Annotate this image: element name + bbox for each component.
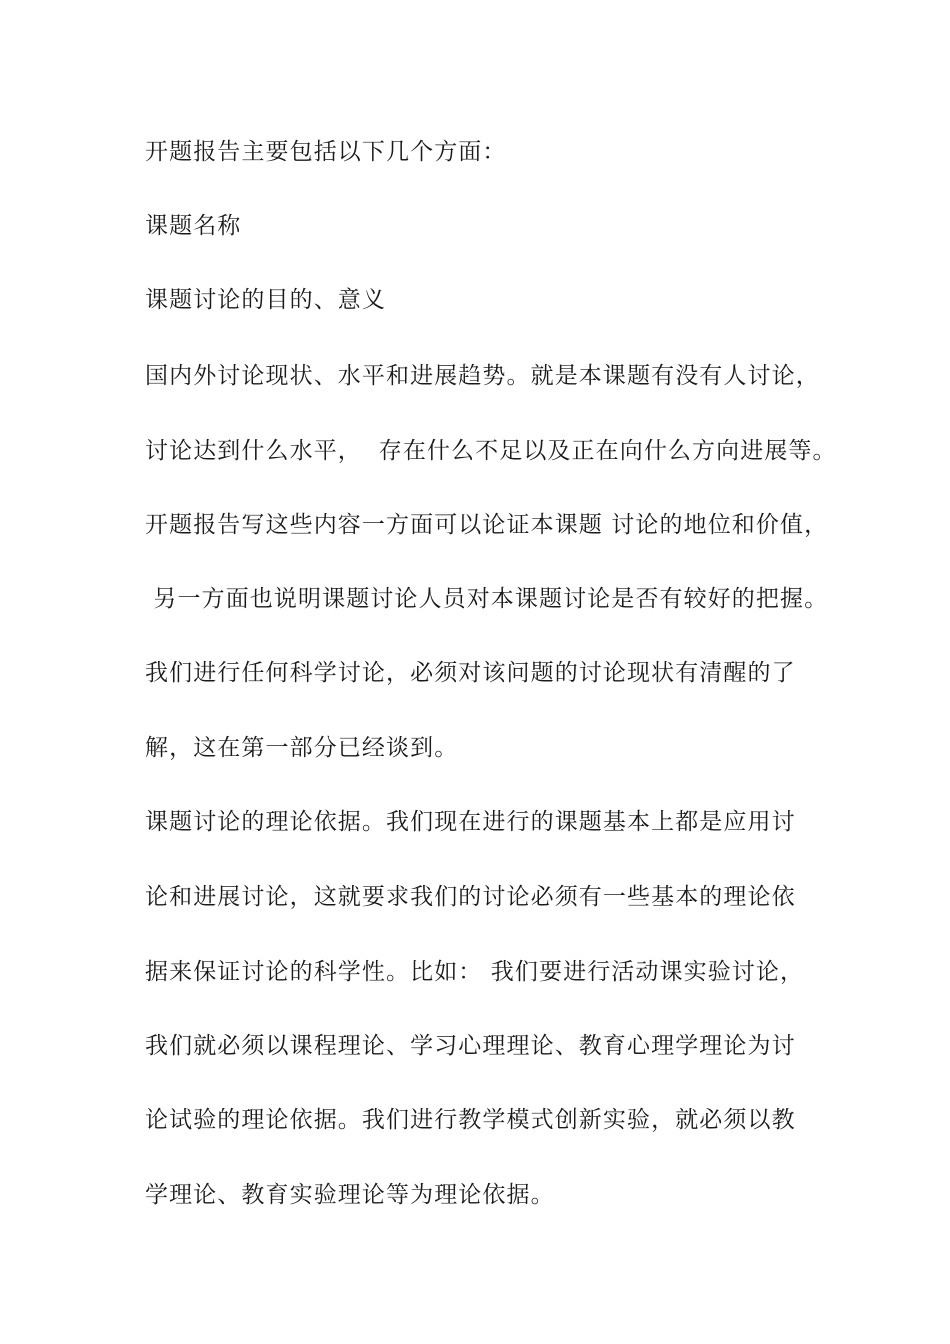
text-line: 讨论达到什么水平， 存在什么不足以及正在向什么方向进展等。	[145, 438, 837, 464]
text-line: 国内外讨论现状、水平和进展趋势。就是本课题有没有人讨论，	[145, 363, 820, 389]
text-line: 论和进展讨论，这就要求我们的讨论必须有一些基本的理论依	[145, 884, 796, 910]
text-line: 我们就必须以课程理论、学习心理理论、教育心理学理论为讨	[145, 1033, 796, 1059]
text-line: 课题名称	[145, 213, 242, 239]
text-line: 我们进行任何科学讨论，必须对该问题的讨论现状有清醒的了	[145, 660, 796, 686]
text-line: 据来保证讨论的科学性。比如： 我们要进行活动课实验讨论，	[145, 959, 805, 985]
text-line: 开题报告写这些内容一方面可以论证本课题 讨论的地位和价值，	[145, 512, 829, 538]
text-line: 学理论、教育实验理论等为理论依据。	[145, 1182, 555, 1208]
text-line: 解，这在第一部分已经谈到。	[145, 735, 459, 761]
text-line: 课题讨论的理论依据。我们现在进行的课题基本上都是应用讨	[145, 809, 796, 835]
text-line: 论试验的理论依据。我们进行教学模式创新实验，就必须以教	[145, 1107, 796, 1133]
text-line: 课题讨论的目的、意义	[145, 287, 386, 313]
text-line: 另一方面也说明课题讨论人员对本课题讨论是否有较好的把握。	[145, 586, 829, 612]
text-line: 开题报告主要包括以下几个方面：	[145, 139, 507, 165]
